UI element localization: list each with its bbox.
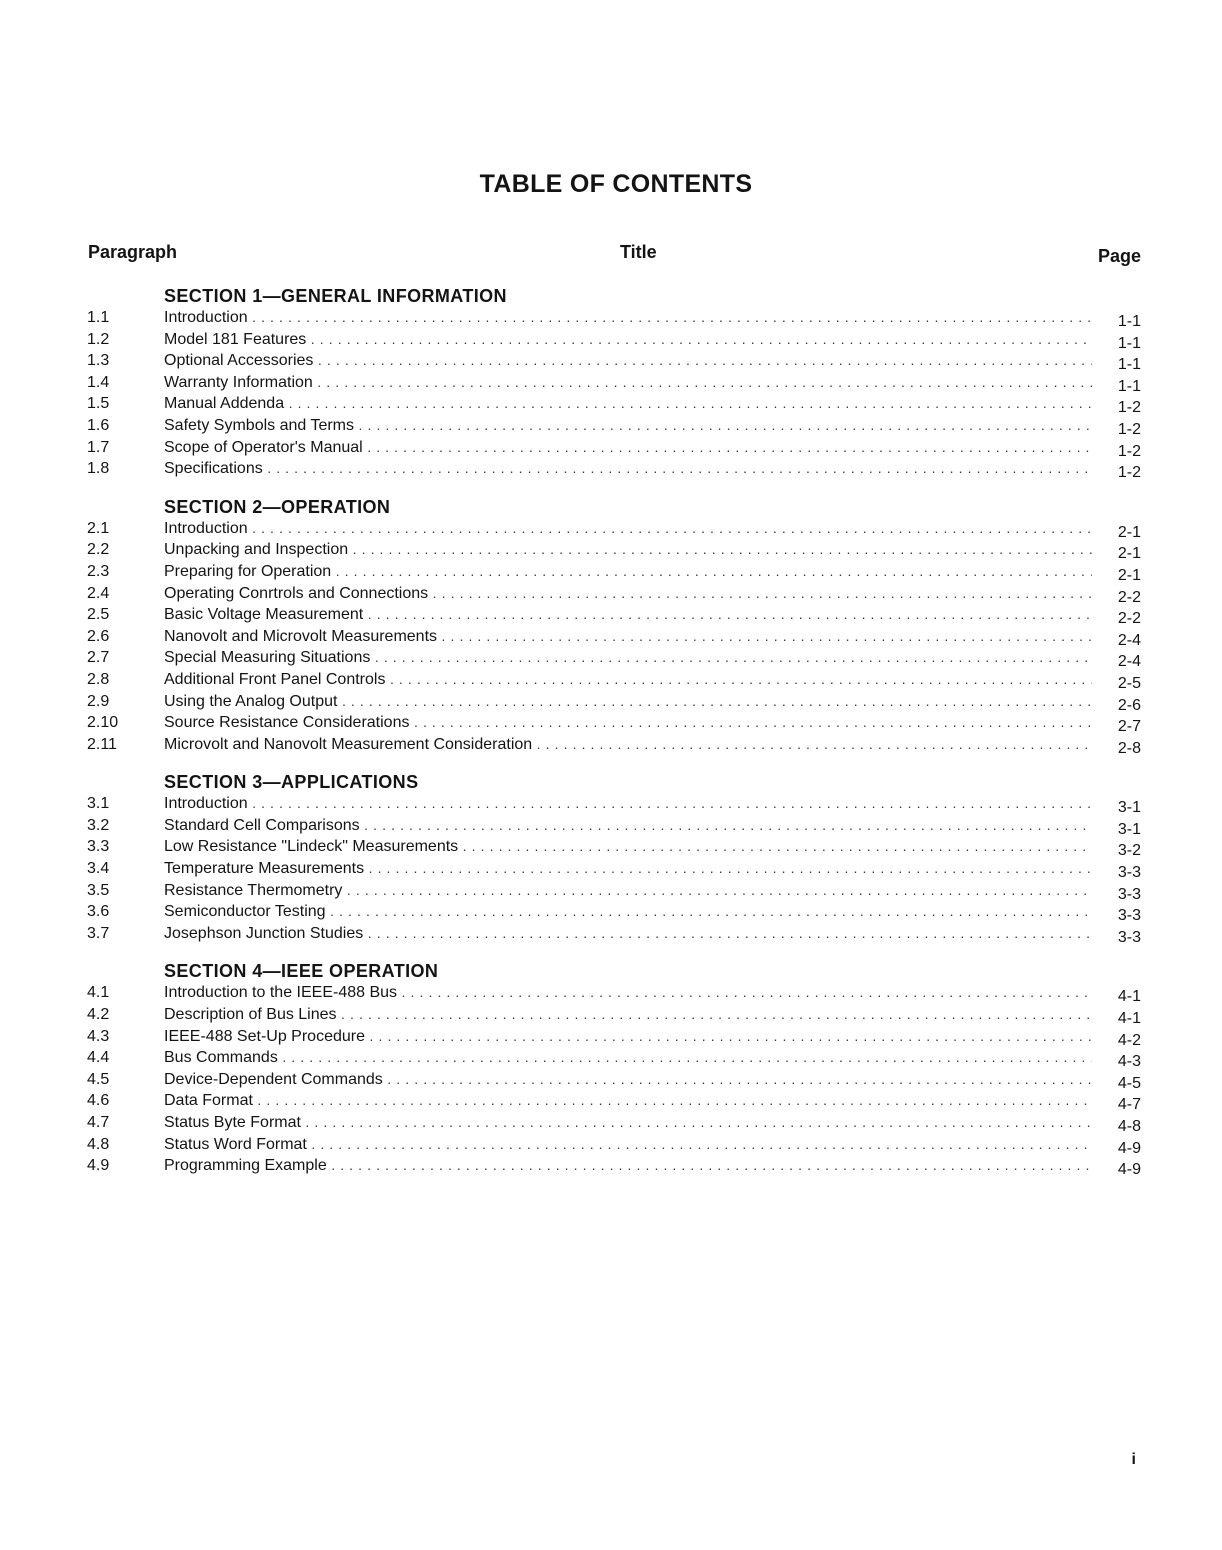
page-number: 4-1 [1117,988,1141,1006]
paragraph-number: 1.6 [87,416,110,434]
section-heading: SECTION 1—GENERAL INFORMATION [164,286,507,306]
paragraph-number: 2.10 [87,714,119,732]
page-number: 2-4 [1117,631,1141,649]
entry-title-with-leader [164,1112,1092,1134]
paragraph-number: 4.2 [87,1006,110,1024]
entry-title-with-leader [164,836,1092,858]
page-number: 3-1 [1117,799,1141,817]
toc-entry[interactable] [0,1155,1222,1177]
toc-entry[interactable] [0,647,1222,669]
entry-title-with-leader [164,1090,1092,1112]
toc-entry[interactable] [0,437,1222,459]
page-number: 2-2 [1117,610,1141,628]
toc-entry[interactable] [0,669,1222,691]
paragraph-number: 3.6 [87,903,110,921]
entry-title: Microvolt and Nanovolt Measurement Consideration [164,735,533,753]
entry-title-with-leader [164,815,1092,837]
entry-title-with-leader [164,712,1092,734]
entry-title: Preparing for Operation [164,562,332,580]
entry-title: Resistance Thermometry [164,881,343,899]
page-number: 4-5 [1117,1074,1141,1092]
paragraph-number: 2.8 [87,670,110,688]
toc-entry[interactable] [0,1112,1222,1134]
paragraph-number: 4.3 [87,1027,110,1045]
paragraph-number: 1.2 [87,330,110,348]
entry-title-with-leader [164,858,1092,880]
page-number: 2-1 [1117,523,1141,541]
column-header-page: Page [1097,246,1141,266]
entry-title-with-leader [164,307,1092,329]
entry-title: Model 181 Features [164,330,307,348]
entry-title-with-leader [164,350,1092,372]
toc-entry[interactable] [0,1134,1222,1156]
paragraph-number: 4.7 [87,1114,110,1131]
toc-entry[interactable] [0,1069,1222,1091]
entry-title: Scope of Operator's Manual [164,438,363,456]
page-number: 1-2 [1117,399,1141,417]
entry-title-with-leader [164,415,1092,437]
paragraph-number: 3.4 [87,860,110,878]
entry-title: Manual Addenda [164,395,285,413]
entry-title: Safety Symbols and Terms [164,416,355,434]
page-number: 1-1 [1117,377,1141,395]
entry-title-with-leader [164,393,1092,415]
entry-title: Introduction [164,795,248,813]
entry-title-with-leader [164,901,1092,923]
toc-entry[interactable] [0,815,1222,837]
page-number: 1-2 [1117,464,1141,482]
entry-title: Basic Voltage Measurement [164,606,364,624]
section-heading: SECTION 4—IEEE OPERATION [164,961,439,982]
entry-title: Device-Dependent Commands [164,1070,383,1088]
entry-title-with-leader [164,734,1092,756]
paragraph-number: 2.3 [87,562,110,580]
entry-title: Source Resistance Considerations [164,714,410,732]
toc-entry[interactable] [0,691,1222,713]
page-number: 3-3 [1117,864,1141,882]
entry-title: Introduction [164,309,248,326]
page-number: 3-1 [1117,820,1141,838]
entry-title: Temperature Measurements [164,860,365,878]
toc-entry[interactable] [0,393,1222,415]
entry-title-with-leader [164,1134,1092,1156]
page-number: 4-9 [1117,1139,1141,1157]
toc-entry[interactable] [0,307,1222,329]
entry-title: Data Format [164,1092,253,1110]
toc-section [0,960,1222,1179]
page-number: 4-7 [1117,1096,1141,1114]
page-number: 1-1 [1117,356,1141,374]
paragraph-number: 2.7 [87,649,110,667]
entry-title-with-leader [164,583,1092,605]
toc-entry[interactable] [0,1026,1222,1048]
paragraph-number: 1.5 [87,395,110,413]
toc-section [0,285,1222,480]
page-number: 2-2 [1117,588,1141,606]
page-number: 2-7 [1117,718,1141,736]
page-number: 1-2 [1117,442,1141,460]
entry-title-with-leader [164,329,1092,351]
entry-title: Introduction [164,519,248,537]
toc-section [0,496,1222,756]
page-number: 2-1 [1117,566,1141,584]
entry-title-with-leader [164,561,1092,583]
page-number: 4-3 [1117,1053,1141,1071]
section-heading: SECTION 2—OPERATION [164,496,391,517]
entry-title-with-leader [164,1026,1092,1048]
entry-title-with-leader [164,880,1092,902]
page-number: 1-1 [1117,313,1141,330]
column-header-title: Title [620,242,657,262]
entry-title-with-leader [164,1155,1092,1177]
page-folio: i [1131,1451,1136,1468]
paragraph-number: 3.7 [87,924,110,942]
page-number: 2-6 [1117,696,1141,714]
toc-entry[interactable] [0,836,1222,858]
page-number: 4-2 [1117,1031,1141,1049]
entry-title-with-leader [164,647,1092,669]
paragraph-number: 1.3 [87,352,110,370]
page-number: 3-3 [1117,928,1141,946]
paragraph-number: 1.4 [87,373,110,391]
entry-title: Low Resistance "Lindeck" Measurements [164,838,459,856]
paragraph-number: 4.8 [87,1135,110,1153]
paragraph-number: 3.2 [87,816,110,834]
paragraph-number: 2.2 [87,541,110,559]
entry-title-with-leader [164,626,1092,648]
toc-entry[interactable] [0,561,1222,583]
paragraph-number: 2.5 [87,606,110,624]
entry-title-with-leader [164,1069,1092,1091]
entry-title-with-leader [164,1047,1092,1069]
entry-title-with-leader [164,923,1092,945]
column-header-paragraph: Paragraph [88,242,178,262]
page-number: 1-2 [1117,420,1141,438]
entry-title-with-leader [164,372,1092,394]
toc-entry[interactable] [0,458,1222,480]
toc-entry[interactable] [0,923,1222,945]
toc-entry[interactable] [0,518,1222,540]
toc-entry[interactable] [0,858,1222,880]
page-number: 2-8 [1117,739,1141,757]
paragraph-number: 2.11 [87,735,117,753]
toc-entry[interactable] [0,1047,1222,1069]
entry-title: Status Byte Format [164,1114,301,1131]
paragraph-number: 4.6 [87,1092,110,1110]
entry-title-with-leader [164,1004,1092,1026]
page-number: 2-4 [1117,653,1141,671]
page-number: 2-5 [1117,674,1141,692]
paragraph-number: 4.4 [87,1049,110,1067]
entry-title-with-leader [164,604,1092,626]
paragraph-number: 3.3 [87,838,110,856]
toc-entry[interactable] [0,880,1222,902]
page-number: 2-1 [1117,545,1141,563]
paragraph-number: 4.1 [87,984,110,1002]
entry-title-with-leader [164,793,1092,815]
entry-title: Nanovolt and Microvolt Measurements [164,627,438,645]
page-title: TABLE OF CONTENTS [479,170,753,198]
entry-title: Operating Conrtrols and Connections [164,584,429,602]
section-heading: SECTION 3—APPLICATIONS [164,772,419,793]
entry-title-with-leader [164,437,1092,459]
page-number: 3-3 [1117,907,1141,925]
entry-title: Description of Bus Lines [164,1006,337,1024]
table-of-contents [0,285,1222,1193]
toc-entry[interactable] [0,982,1222,1004]
entry-title: Standard Cell Comparisons [164,816,360,834]
entry-title: Unpacking and Inspection [164,541,349,559]
entry-title-with-leader [164,518,1092,540]
entry-title: Additional Front Panel Controls [164,670,386,688]
toc-entry[interactable] [0,712,1222,734]
toc-entry[interactable] [0,1004,1222,1026]
entry-title: Programming Example [164,1157,327,1175]
entry-title: Specifications [164,460,263,478]
paragraph-number: 1.7 [87,438,110,456]
toc-entry[interactable] [0,539,1222,561]
toc-entry[interactable] [0,372,1222,394]
toc-section [0,771,1222,944]
entry-title-with-leader [164,539,1092,561]
toc-entry[interactable] [0,583,1222,605]
toc-entry[interactable] [0,734,1222,756]
toc-entry[interactable] [0,329,1222,351]
paragraph-number: 2.1 [87,519,110,537]
entry-title: Status Word Format [164,1135,307,1153]
paragraph-number: 2.9 [87,692,110,710]
entry-title: Using the Analog Output [164,692,338,710]
entry-title: Special Measuring Situations [164,649,371,667]
entry-title-with-leader [164,982,1092,1004]
entry-title: Introduction to the IEEE-488 Bus [164,984,398,1002]
paragraph-number: 2.6 [87,627,110,645]
toc-entry[interactable] [0,415,1222,437]
toc-entry[interactable] [0,793,1222,815]
page-number: 4-1 [1117,1010,1141,1028]
entry-title: Josephson Junction Studies [164,924,364,942]
page-number: 1-1 [1117,334,1141,352]
page-number: 3-3 [1117,885,1141,903]
paragraph-number: 1.1 [87,309,110,326]
toc-entry[interactable] [0,350,1222,372]
entry-title-with-leader [164,669,1092,691]
paragraph-number: 4.5 [87,1070,110,1088]
page-number: 4-8 [1117,1118,1141,1135]
toc-entry[interactable] [0,1090,1222,1112]
toc-entry[interactable] [0,901,1222,923]
entry-title-with-leader [164,458,1092,480]
entry-title-with-leader [164,691,1092,713]
paragraph-number: 3.1 [87,795,110,813]
page-number: 4-9 [1117,1161,1141,1179]
paragraph-number: 1.8 [87,460,110,478]
paragraph-number: 4.9 [87,1157,110,1175]
toc-entry[interactable] [0,626,1222,648]
entry-title: Semiconductor Testing [164,903,326,921]
entry-title: Bus Commands [164,1049,278,1067]
paragraph-number: 3.5 [87,881,110,899]
page-number: 3-2 [1117,842,1141,860]
entry-title: Warranty Information [164,373,313,391]
entry-title: Optional Accessories [164,352,314,370]
entry-title: IEEE-488 Set-Up Procedure [164,1027,365,1045]
paragraph-number: 2.4 [87,584,110,602]
toc-entry[interactable] [0,604,1222,626]
